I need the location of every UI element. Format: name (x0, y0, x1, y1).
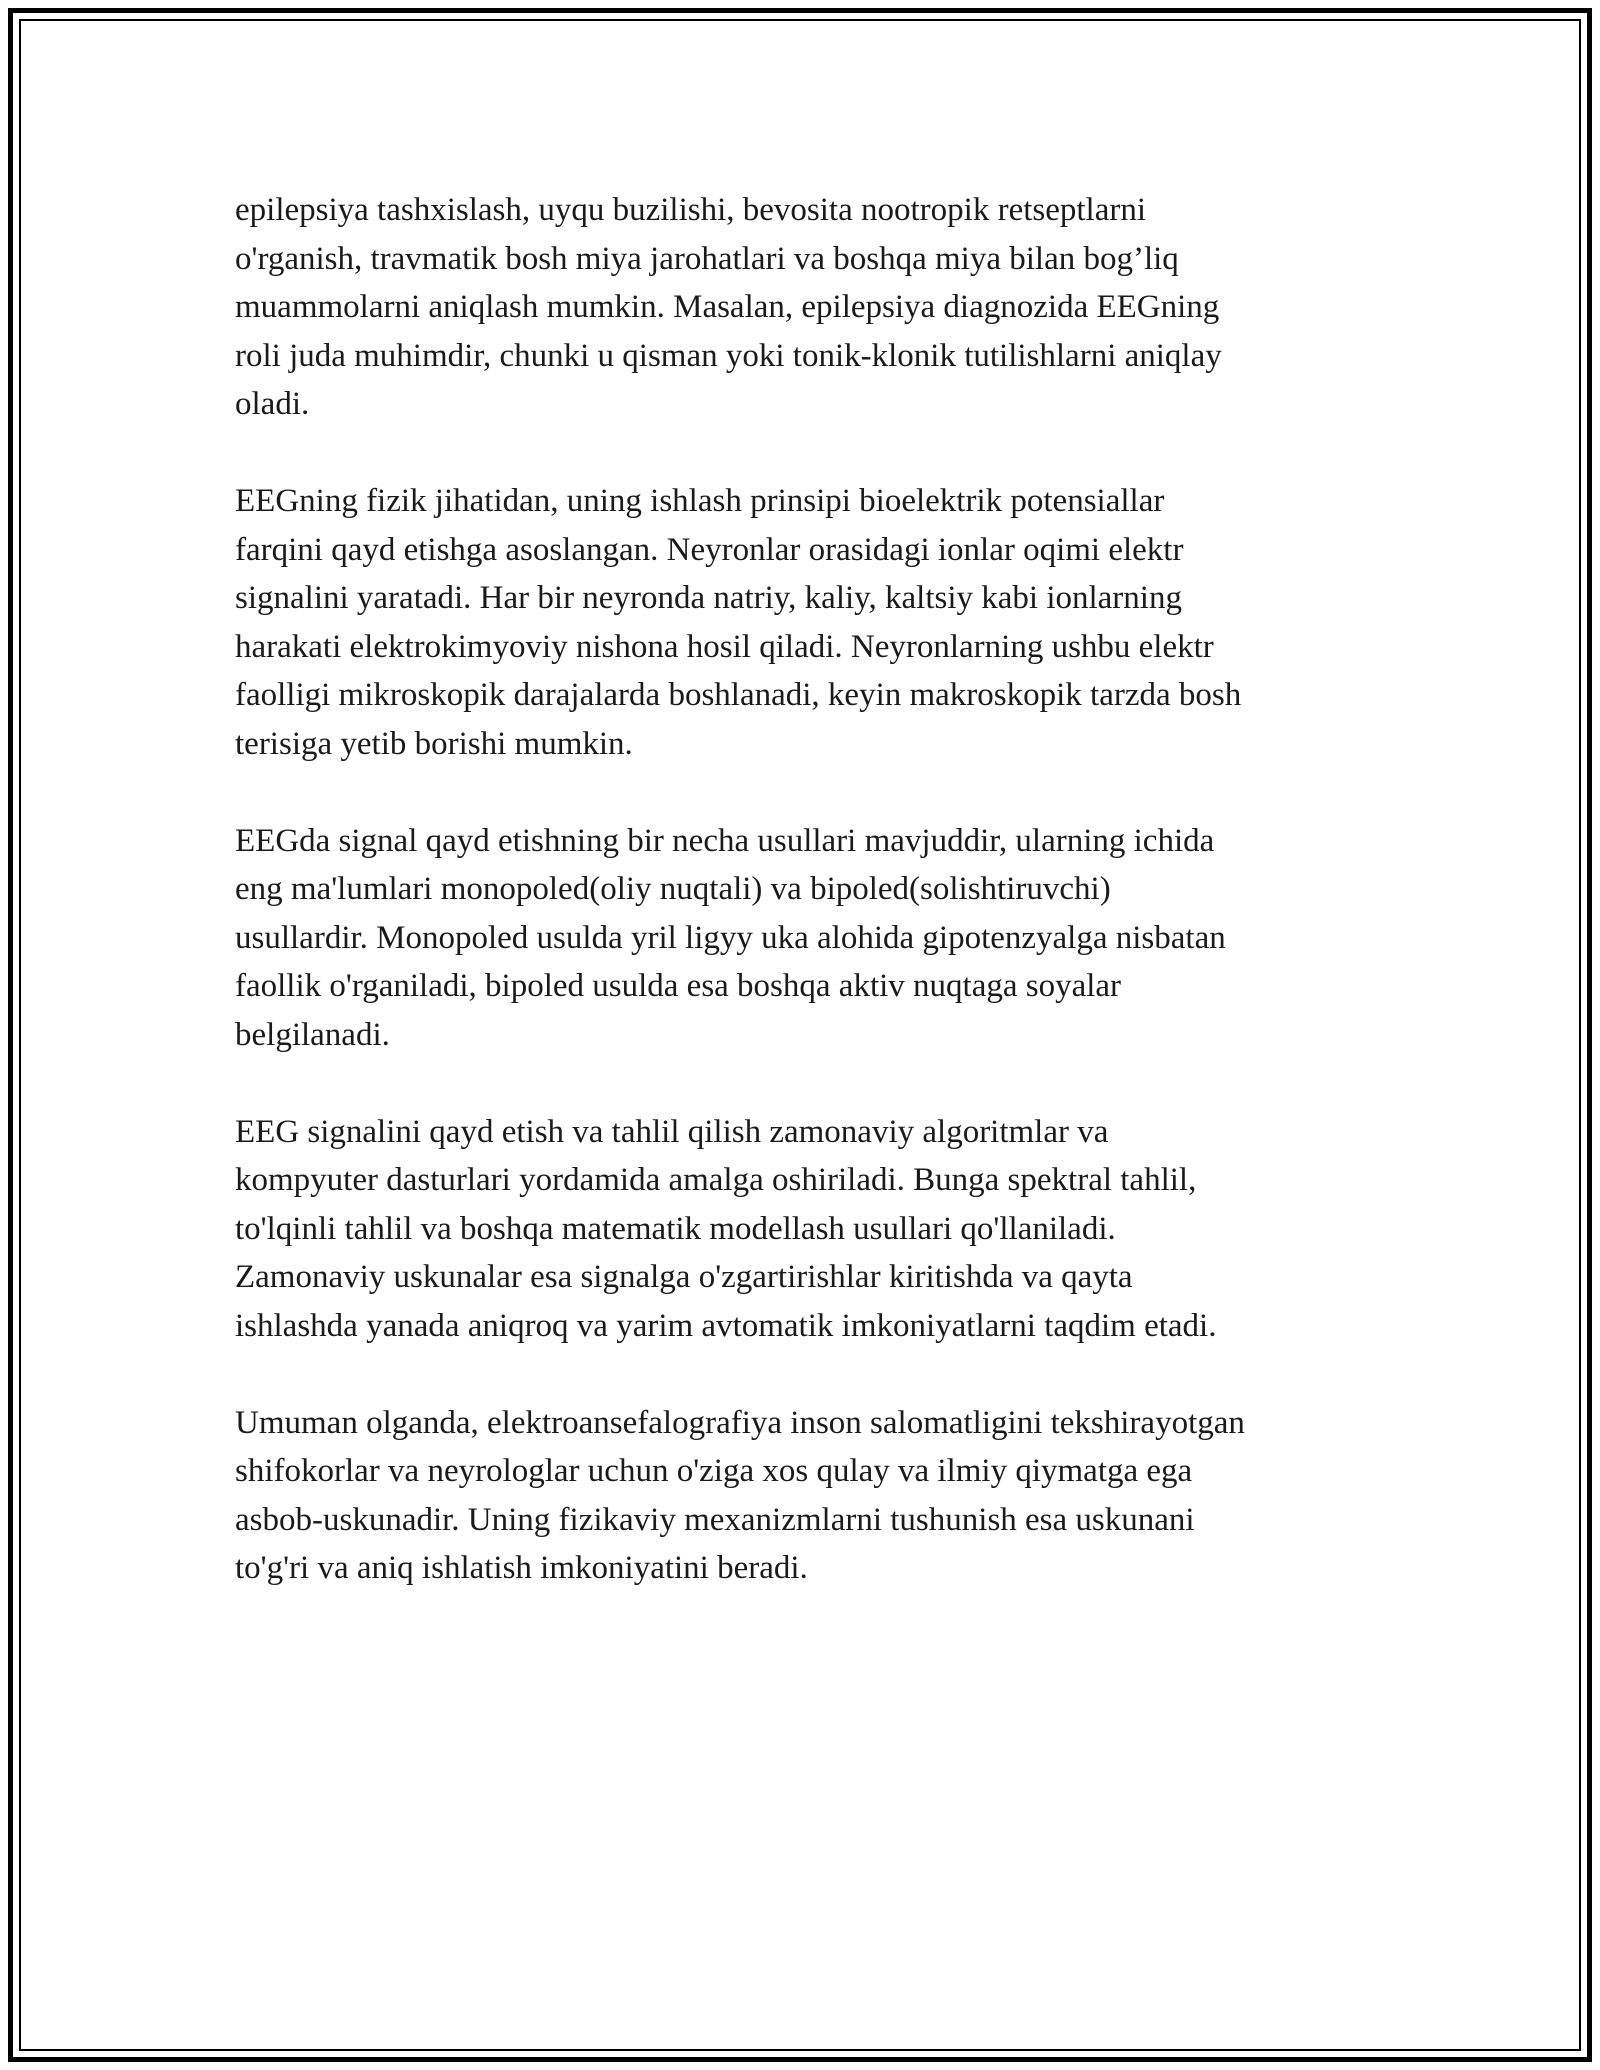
paragraph-physical-principle: EEGning fizik jihatidan, uning ishlash prinsipi bioelektrik potensiallar farqini qayd etishga asoslangan. Neyronlar orasidagi ionlar oqimi elektr signalini yaratadi. Har bir neyronda natriy, kaliy, kaltsiy kabi ionlarning harakati elektrokimyoviy nishona hosil qiladi. Neyronlarning ushbu elektr faolligi mikroskopik darajalarda boshlanadi, keyin makroskopik tarzda bosh terisiga yetib borishi mumkin. (235, 483, 1242, 762)
paragraph-conclusion: Umuman olganda, elektroansefalografiya inson salomatligini tekshirayotgan shifokorlar va neyrologlar uchun o'ziga xos qulay va ilmiy qiymatga ega asbob-uskunadir. Uning fizikaviy mexanizmlarni tushunish esa uskunani to'g'ri va aniq ishlatish imkoniyatini beradi. (235, 1404, 1245, 1586)
paragraph-signal-analysis: EEG signalini qayd etish va tahlil qilish zamonaviy algoritmlar va kompyuter dasturlari yordamida amalga oshiriladi. Bunga spektral tahlil, to'lqinli tahlil va boshqa matematik modellash usullari qo'llaniladi. Zamonaviy uskunalar esa signalga o'zgartirishlar kiritishda va qayta ishlashda yanada aniqroq va yarim avtomatik imkoniyatlarni taqdim etadi. (235, 1113, 1217, 1344)
paragraph-recording-methods: EEGda signal qayd etishning bir necha usullari mavjuddir, ularning ichida eng ma'lumlari monopoled(oliy nuqtali) va bipoled(solishtiruvchi) usullardir. Monopoled usulda yril ligyy uka alohida gipotenzyalga nisbatan faollik o'rganiladi, bipoled usulda esa boshqa aktiv nuqtaga soyalar belgilanadi. (235, 822, 1226, 1053)
paragraph-epilepsy-diagnosis: epilepsiya tashxislash, uyqu buzilishi, bevosita nootropik retseptlarni o'rganish, travmatik bosh miya jarohatlari va boshqa miya bilan bog’liq muammolarni aniqlash mumkin. Masalan, epilepsiya diagnozida EEGning roli juda muhimdir, chunki u qisman yoki tonik-klonik tutilishlarni aniqlay oladi. (235, 192, 1222, 422)
document-body (235, 186, 1365, 1641)
